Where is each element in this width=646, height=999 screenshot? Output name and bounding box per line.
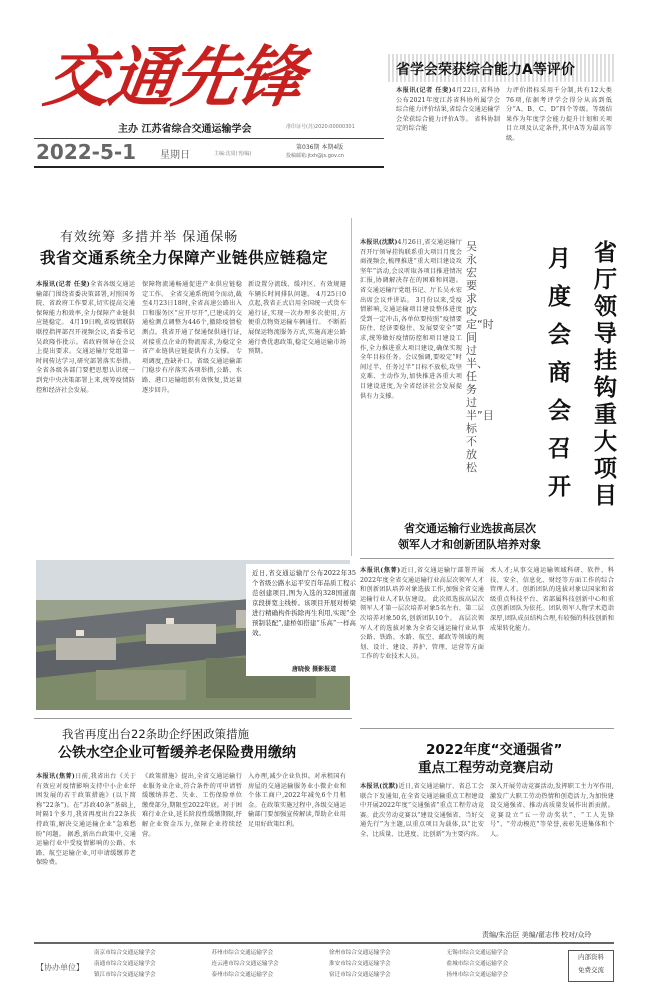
right-story-subhead: 吴永宏要求咬定“时间过半、任务过半”目标不放松 — [466, 240, 494, 474]
footer-stamp-line-2: 免费交流 — [578, 966, 604, 974]
bottom-left-col2: 《政策措施》提出,全省交通运输行业服务业企业,符合条件的可申请暂缓缴纳养老、失业、工伤保险单位缴费部分,期限至2022年底。对于困难行业企业,延长阶段性缓缴期限,纾解企业资金压力,保障企业持续经营。 — [142, 773, 242, 838]
bottom-left-headline: 公铁水空企业可暂缓养老保险费用缴纳 — [58, 745, 296, 761]
issue-editor: 主编:沈周(刊/编) — [214, 151, 252, 157]
left-story-col3: 新设置分流线、缓冲区、有效规避车辆长时间排队问题。 4月25日0点起,我省正式启用全国统一式货车通行证,实现一次办理多次使用,方便重点物资运输车辆通行。 不断拓展保运物流服务方式,实施高速公路通行费优惠政策,稳定交通运输市场预期。 — [248, 281, 346, 356]
bottom-right-headline-1: 2022年度“交通强省” — [426, 742, 563, 758]
top-story-col2: 力评价指标采用千分制,共有12大类76项,依据考评学会得分从高到低分“A、B、C、D”四个等级。等级结果作为年度学会能力提升计划和关项目立项及认定条件,其中A等为最高等级。 — [506, 87, 612, 142]
dateline: 本报讯(焦菁) — [36, 773, 75, 780]
footer-stamp-line-1: 内部资料 — [578, 953, 604, 961]
dateline: 本报讯(沈默) — [360, 239, 398, 246]
bottom-left-kicker: 我省再度出台22条助企纾困政策措施 — [62, 727, 250, 741]
masthead-bottom-rule — [34, 166, 384, 168]
footer-unit: 无锡市综合交通运输学会 — [446, 950, 509, 956]
photo-caption: 近日,省交通运输厅公布2022年35个省级公路水运平安百年品质工程示范创建项目,图为入选的328国道南京段拼宽主线桥。该项目开展对桥梁进行精确构件拆除再生利用,实现“全预制装配”,建桥如搭建“乐高”一样高效。 — [252, 569, 356, 637]
dateline: 本报讯(记者 任斐) — [396, 87, 452, 94]
dateline: 本报讯(记者 任斐) — [36, 281, 90, 288]
issue-date: 2022-5-1 — [36, 140, 137, 164]
masthead-permit: 准印证号(苏)2020:00000301 — [286, 124, 355, 130]
left-story-kicker: 有效统筹 多措并举 保通保畅 — [60, 230, 239, 245]
bottom-left-top-rule — [34, 718, 352, 719]
masthead-sponsor: 主办 江苏省综合交通运输学会 — [118, 124, 252, 135]
bottom-right-top-rule — [360, 728, 614, 729]
footer-unit: 扬州市综合交通运输学会 — [446, 972, 509, 978]
dateline: 本报讯(沈默) — [360, 783, 399, 790]
bottom-right-col1: 本报讯(沈默)近日,省交通运输厅、省总工会联合下发通知,在全省交通运输重点工程建设中开展2022年度“交通强省”重点工程劳动竞赛。此次劳动竞赛以“建设交通强省、当好交通先行”为主题,以重点项目为载体,以“比安全、比质量、比进度、比创新”为主要内容。 — [360, 783, 484, 838]
photo-credit: 唐晓俊 摄影报道 — [292, 666, 337, 673]
right-story-headline-2: 月度会商会召开 — [548, 246, 571, 500]
left-story-headline: 我省交通系统全力保障产业链供应链稳定 — [40, 249, 329, 267]
footer-unit: 连云港市综合交通运输学会 — [211, 961, 279, 967]
bottom-left-col3: 入办理,减少企业负担。对承租国有房屋的交通运输服务业小微企业和个体工商户,2022年减免6个月租金。在政策实施过程中,各级交通运输部门要加强宣传解读,帮助企业用足用好政策红利。 — [248, 773, 346, 828]
issue-weekday: 星期日 — [160, 150, 190, 161]
footer-unit: 盐城市综合交通运输学会 — [446, 961, 509, 967]
bottom-right-col2: 深入开展劳动竞赛活动,发挥职工主力军作用,激发广大职工劳动热情和创造活力,为加快建设交通强省、推动高质量发展作出新贡献。竞赛设立“五一劳动奖状”、“工人先锋号”、“劳动模范”等荣誉,表彰先进集体和个人。 — [490, 783, 614, 838]
issue-number: 第036期 本期4版 — [296, 144, 344, 151]
footer-unit: 淮安市综合交通运输学会 — [329, 961, 391, 967]
bottom-right-headline-2: 重点工程劳动竞赛启动 — [418, 760, 553, 776]
left-story-col2: 保障物流通畅通促进产业供应链稳定工作。 全省交通系统闻令而动,截至4月23日18时,全省高速公路出入口和服务区“应开尽开”,已建成的交通检测点调整为446个,撤除疫情检测点。我省开通了保通保供通行证,对接重点企业的物流需求,为稳定全省产业链供应链提供有力支撑。 专项调度,查缺补口。省级交通运输部门稳步有序落实各项举措,公路、水路、港口运输组织有效恢复,货运量逐步回升。 — [142, 281, 242, 394]
footer-label: 【协办单位】 — [36, 963, 84, 972]
issue-contact: 投稿邮箱:jtxh@js.gov.cn — [286, 153, 345, 159]
mid-right-col2: 术人才;从事交通运输领域科研、软件、科技、安全、信息化、财经等方面工作的综合管理人才。创新团队的选拔对象以国家和省级重点科技平台、省部属科技创新中心和重点创新团队为依托。团队领军人物学术造诣深厚,团队成员结构合理,有较强的科技创新和成果转化能力。 — [490, 567, 614, 632]
footer-stamp — [568, 950, 614, 982]
masthead-title: 交通先锋 — [39, 38, 307, 116]
footer-unit: 徐州市综合交通运输学会 — [329, 950, 391, 956]
left-story-col1: 本报讯(记者 任斐)全省各级交通运输部门围绕省委决策部署,对照国务院、省政府工作要求,切实提高交通保障能力和效率,全力保障产业链供应链稳定。 4月19日晚,省疫情联防联控指挥部召开视频会议,省委书记吴政隆作批示。省政府领导在会议上提出要求。交通运输厅党组第一时间传达学习,研究部署落实举措。全省各级各部门要把思想认识统一到党中央决策部署上来,统筹疫情防控和经济社会发展。 — [36, 281, 135, 394]
footer-units — [94, 948, 564, 992]
top-story-col1: 本报讯(记者 任斐)4月22日,省科协公布2021年度江苏省科协所属学会综合能力评价结果,省综合交通运输学会荣获综合能力评价A等。 省科协制定的综合能 — [396, 87, 500, 133]
mid-right-headline-2: 领军人才和创新团队培养对象 — [398, 538, 541, 551]
footer-unit: 镇江市综合交通运输学会 — [94, 972, 156, 978]
bottom-left-col1: 本报讯(焦菁)日前,我省出台《关于有效应对疫情影响支持中小企业纾困发展的若干政策措施》(以下简称“22条”)。在“苏政40条”基础上,时隔1个多月,我省再度出台22条扶持政策,解决交通运输企业“急难愁盼”问题。 据悉,新出台政策中,交通运输行业中受疫情影响的公路、水路、航空运输企业,可申请缓缴养老保险费。 — [36, 773, 136, 867]
footer-unit: 南通市综合交通运输学会 — [94, 961, 156, 967]
footer-unit: 苏州市综合交通运输学会 — [211, 950, 274, 956]
masthead-rule — [34, 138, 384, 139]
top-story-title: 省学会荣获综合能力A等评价 — [396, 62, 575, 78]
editor-credit: 责编/朱治臣 美编/翟志伟 校对/众玲 — [482, 931, 592, 939]
footer-top-rule — [34, 942, 614, 944]
footer-unit: 宿迁市综合交通运输学会 — [329, 972, 391, 978]
right-story-body: 本报讯(沈默)4月26日,省交通运输厅召开厅领导挂钩联系重大项目月度会商视频会,梳理推进“重大项目建设攻坚年”活动,会议听取各项目推进情况汇报,协调解决存在的困难和问题。省交通运输厅党组书记、厅长吴永宏出席会议并讲话。 3月份以来,受疫情影响,交通运输项目建设整体进度受到一定冲击,各单位要按照“疫情要防住、经济要稳住、发展要安全”要求,统筹做好疫情防控和项目建设工作,全力推进重大项目建设,确保实现全年目标任务。会议强调,要咬定“时间过半、任务过半”目标不放松,攻坚克难、主动作为,加快推进各重大项目建设进度,为全省经济社会发展提供有力支撑。 — [360, 239, 462, 400]
right-story-headline-1: 省厅领导挂钩重大项目 — [594, 240, 617, 509]
column-divider — [351, 218, 352, 556]
mid-right-top-rule — [360, 558, 614, 559]
footer-unit: 南京市综合交通运输学会 — [94, 950, 156, 956]
footer-unit: 泰州市综合交通运输学会 — [211, 972, 274, 978]
mid-right-headline-1: 省交通运输行业选拔高层次 — [404, 522, 536, 535]
mid-right-col1: 本报讯(焦菁)近日,省交通运输厅部署开展2022年度全省交通运输行业高层次领军人才和创新团队培养对象选拔工作,加强全省交通运输行业人才队伍建设。 此次拟选拔高层次领军人才第一层次培养对象5名左右、第二层次培养对象50名,创新团队10个。 高层次领军人才的选拔对象为全省交通运输行业从事公路、铁路、水路、航空、邮政等领域的规划、设计、建设、养护、管理、运营等方面工作的专业技术人员。 — [360, 567, 484, 661]
dateline: 本报讯(焦菁) — [360, 567, 401, 574]
